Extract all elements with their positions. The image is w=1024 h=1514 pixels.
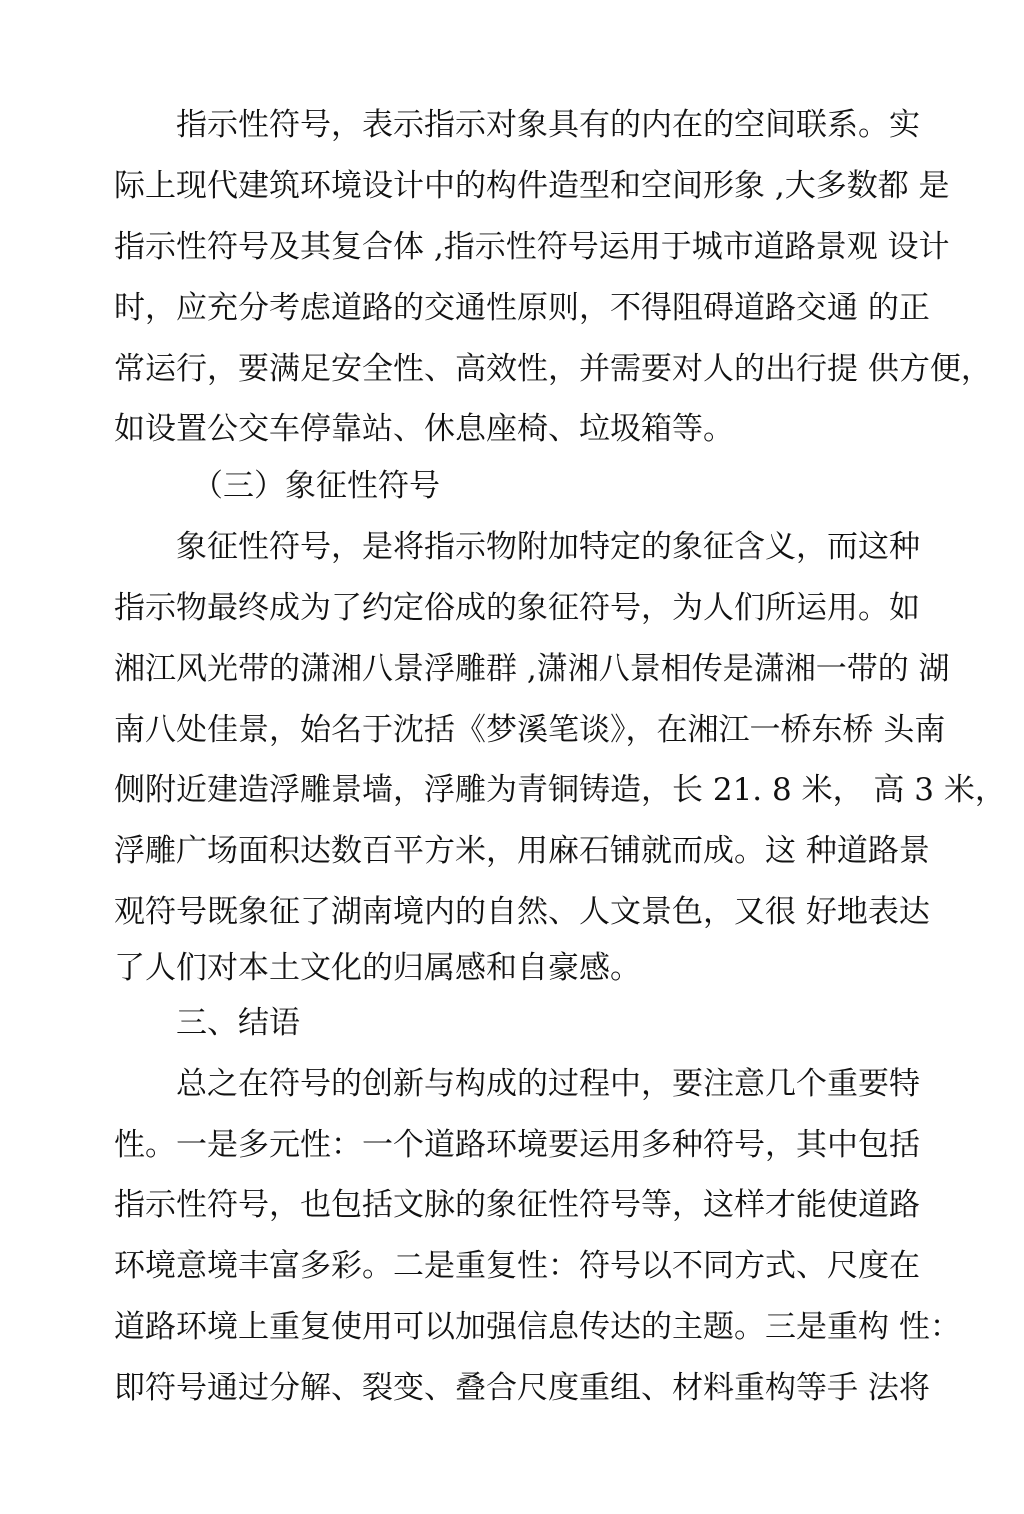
paragraph-line-16: 性。一是多元性：一个道路环境要运用多种符号，其中包括: [114, 1127, 920, 1163]
paragraph-line-14: 了人们对本土文化的归属感和自豪感。: [114, 950, 641, 986]
paragraph-line-12: 浮雕广场面积达数百平方米，用麻石铺就而成。这 种道路景: [114, 833, 930, 869]
paragraph-line-3: 指示性符号及其复合体 ,指示性符号运用于城市道路景观 设计: [114, 229, 950, 265]
paragraph-line-8: 指示物最终成为了约定俗成的象征符号，为人们所运用。如: [114, 590, 920, 626]
section-heading-symbolic-signs: （三）象征性符号: [192, 468, 440, 504]
paragraph-line-10: 南八处佳景，始名于沈括《梦溪笔谈》，在湘江一桥东桥 头南: [114, 712, 946, 748]
paragraph-line-18: 环境意境丰富多彩。二是重复性：符号以不同方式、尺度在: [114, 1248, 920, 1284]
paragraph-line-1: 指示性符号，表示指示对象具有的内在的空间联系。实: [176, 107, 920, 143]
paragraph-line-2: 际上现代建筑环境设计中的构件造型和空间形象 ,大多数都 是: [114, 168, 950, 204]
paragraph-line-5: 常运行，要满足安全性、高效性，并需要对人的出行提 供方便，: [114, 351, 992, 387]
paragraph-line-15: 总之在符号的创新与构成的过程中，要注意几个重要特: [176, 1066, 920, 1102]
paragraph-line-17: 指示性符号，也包括文脉的象征性符号等，这样才能使道路: [114, 1187, 920, 1223]
paragraph-line-9: 湘江风光带的潇湘八景浮雕群 ,潇湘八景相传是潇湘一带的 湖: [114, 651, 950, 687]
paragraph-line-11: 侧附近建造浮雕景墙，浮雕为青铜铸造，长 21. 8 米， 高 3 米，: [114, 772, 1006, 808]
paragraph-line-4: 时，应充分考虑道路的交通性原则，不得阻碍道路交通 的正: [114, 290, 930, 326]
paragraph-line-6: 如设置公交车停靠站、休息座椅、垃圾箱等。: [114, 411, 734, 447]
paragraph-line-19: 道路环境上重复使用可以加强信息传达的主题。三是重构 性：: [114, 1309, 961, 1345]
section-heading-conclusion: 三、结语: [176, 1005, 300, 1041]
paragraph-line-7: 象征性符号，是将指示物附加特定的象征含义，而这种: [176, 529, 920, 565]
paragraph-line-20: 即符号通过分解、裂变、叠合尺度重组、材料重构等手 法将: [114, 1370, 930, 1406]
paragraph-line-13: 观符号既象征了湖南境内的自然、人文景色，又很 好地表达: [114, 894, 930, 930]
